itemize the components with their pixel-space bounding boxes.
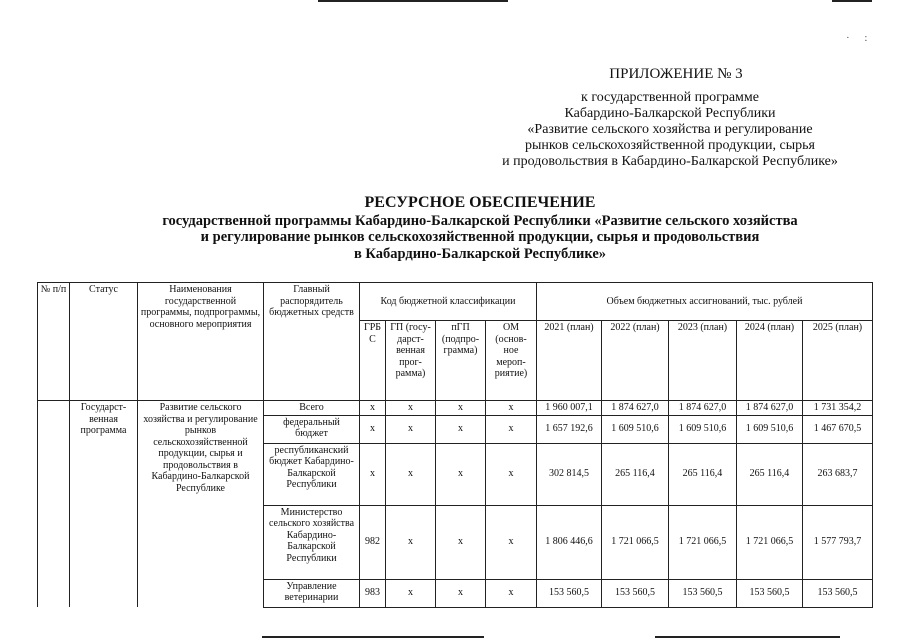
funding-source: республиканский бюджет Кабардино-Балкарской Республики	[264, 443, 360, 505]
grbs-code: х	[360, 415, 386, 443]
om-code: х	[486, 443, 537, 505]
header-gp: ГП (госу-дарст-венная прог-рамма)	[386, 321, 436, 401]
value-2024: 1 874 627,0	[737, 401, 803, 416]
document-title	[120, 195, 840, 262]
value-2024: 265 116,4	[737, 443, 803, 505]
header-volume: Объем бюджетных ассигнований, тыс. рублей	[537, 283, 873, 321]
program-status: Государст-венная программа	[70, 401, 138, 608]
appendix-line: и продовольствия в Кабардино-Балкарской Республике»	[502, 154, 838, 169]
header-year-2024: 2024 (план)	[737, 321, 803, 401]
scan-edge-top	[318, 0, 508, 2]
value-2022: 1 609 510,6	[602, 415, 669, 443]
value-2024: 1 721 066,5	[737, 505, 803, 579]
value-2022: 153 560,5	[602, 579, 669, 607]
value-2021: 153 560,5	[537, 579, 602, 607]
header-om: ОМ (основ-ное мероп-риятие)	[486, 321, 537, 401]
scan-artifact: · :	[846, 32, 874, 44]
grbs-code: х	[360, 401, 386, 416]
value-2025: 263 683,7	[803, 443, 873, 505]
resource-table	[37, 282, 873, 608]
header-num: № п/п	[38, 283, 70, 401]
value-2025: 1 467 670,5	[803, 415, 873, 443]
value-2022: 265 116,4	[602, 443, 669, 505]
value-2022: 1 874 627,0	[602, 401, 669, 416]
funding-source: федеральный бюджет	[264, 415, 360, 443]
header-pgp: пГП (подпро-грамма)	[436, 321, 486, 401]
title-line: в Кабардино-Балкарской Республике»	[353, 245, 607, 262]
header-grbs-owner: Главный распорядитель бюджетных средств	[264, 283, 360, 401]
value-2024: 1 609 510,6	[737, 415, 803, 443]
header-kbk: Код бюджетной классификации	[360, 283, 537, 321]
header-year-2025: 2025 (план)	[803, 321, 873, 401]
row-number	[38, 401, 70, 608]
title-main: РЕСУРСНОЕ ОБЕСПЕЧЕНИЕ	[364, 194, 596, 211]
header-year-2022: 2022 (план)	[602, 321, 669, 401]
om-code: х	[486, 415, 537, 443]
funding-source: Управление ветеринарии	[264, 579, 360, 607]
appendix-line: Кабардино-Балкарской Республики	[564, 106, 776, 121]
program-name: Развитие сельского хозяйства и регулирование рынков сельскохозяйственной продукции, сырья и продовольствия в Кабардино-Балкарской Республике	[138, 401, 264, 608]
scan-edge-top-right	[832, 0, 872, 2]
header-year-2021: 2021 (план)	[537, 321, 602, 401]
appendix-number: ПРИЛОЖЕНИЕ № 3	[609, 66, 743, 82]
value-2021: 1 806 446,6	[537, 505, 602, 579]
value-2021: 302 814,5	[537, 443, 602, 505]
value-2023: 1 721 066,5	[669, 505, 737, 579]
pgp-code: х	[436, 505, 486, 579]
pgp-code: х	[436, 401, 486, 416]
value-2021: 1 657 192,6	[537, 415, 602, 443]
gp-code: х	[386, 579, 436, 607]
gp-code: х	[386, 443, 436, 505]
appendix-line: рынков сельскохозяйственной продукции, сырья	[525, 138, 815, 153]
pgp-code: х	[436, 579, 486, 607]
appendix-line: «Развитие сельского хозяйства и регулирование	[527, 122, 813, 137]
value-2025: 1 731 354,2	[803, 401, 873, 416]
funding-source: Министерство сельского хозяйства Кабардино-Балкарской Республики	[264, 505, 360, 579]
pgp-code: х	[436, 415, 486, 443]
scan-edge-bottom	[262, 636, 484, 638]
grbs-code: 983	[360, 579, 386, 607]
value-2025: 1 577 793,7	[803, 505, 873, 579]
appendix-line: к государственной программе	[581, 90, 759, 105]
value-2023: 1 609 510,6	[669, 415, 737, 443]
value-2021: 1 960 007,1	[537, 401, 602, 416]
grbs-code: 982	[360, 505, 386, 579]
value-2025: 153 560,5	[803, 579, 873, 607]
value-2023: 265 116,4	[669, 443, 737, 505]
value-2023: 1 874 627,0	[669, 401, 737, 416]
header-status: Статус	[70, 283, 138, 401]
title-line: государственной программы Кабардино-Балкарской Республики «Развитие сельского хозяйства	[162, 212, 798, 229]
pgp-code: х	[436, 443, 486, 505]
appendix-header	[420, 66, 905, 170]
value-2024: 153 560,5	[737, 579, 803, 607]
om-code: х	[486, 505, 537, 579]
title-line: и регулирование рынков сельскохозяйственной продукции, сырья и продовольствия	[200, 229, 760, 245]
grbs-code: х	[360, 443, 386, 505]
gp-code: х	[386, 415, 436, 443]
header-year-2023: 2023 (план)	[669, 321, 737, 401]
gp-code: х	[386, 401, 436, 416]
funding-source: Всего	[264, 401, 360, 416]
scan-edge-bottom-right	[655, 636, 840, 638]
value-2023: 153 560,5	[669, 579, 737, 607]
header-grbs: ГРБ С	[360, 321, 386, 401]
table-row	[38, 401, 873, 416]
om-code: х	[486, 579, 537, 607]
value-2022: 1 721 066,5	[602, 505, 669, 579]
om-code: х	[486, 401, 537, 416]
header-name: Наименования государственной программы, подпрограммы, основного мероприятия	[138, 283, 264, 401]
gp-code: х	[386, 505, 436, 579]
